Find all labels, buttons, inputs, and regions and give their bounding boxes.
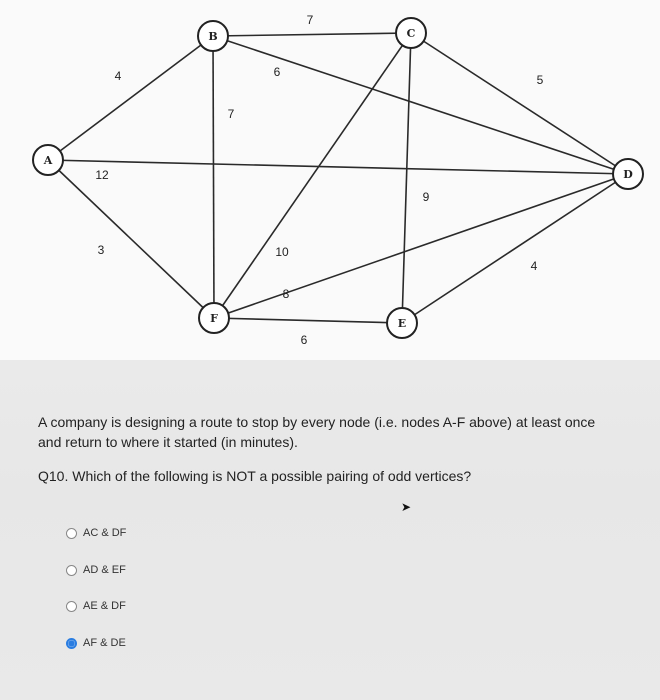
- node-C: [396, 18, 426, 48]
- edge-weight-AB: 4: [114, 69, 122, 83]
- edge-DE: [402, 174, 628, 323]
- option-4[interactable]: [66, 637, 126, 649]
- node-label: D: [623, 168, 633, 181]
- edge-weight-BC: 7: [306, 13, 314, 27]
- edge-weight-CD: 5: [536, 73, 544, 87]
- option-2[interactable]: [66, 564, 126, 576]
- edge-weight-BD: 6: [273, 65, 281, 79]
- radio-icon[interactable]: [66, 601, 77, 612]
- node-F: [199, 303, 229, 333]
- edge-FE: [214, 318, 402, 323]
- edge-CD: [411, 33, 628, 174]
- node-label: B: [208, 30, 218, 43]
- question-prompt: A company is designing a route to stop by every node (i.e. nodes A-F above) at least once and return to where it started (in minutes).: [38, 414, 596, 450]
- option-3[interactable]: [66, 600, 126, 612]
- node-A: [33, 145, 63, 175]
- node-B: [198, 21, 228, 51]
- edge-weight-AF: 3: [97, 243, 105, 257]
- node-label: E: [397, 317, 407, 330]
- edge-weight-CF: 10: [275, 245, 289, 259]
- edge-AF: [48, 160, 214, 318]
- radio-icon[interactable]: [66, 565, 77, 576]
- node-label: A: [43, 154, 53, 167]
- option-label: AC & DF: [83, 527, 127, 539]
- option-label: AF & DE: [83, 637, 126, 649]
- edge-AB: [48, 36, 213, 160]
- edge-weight-AD: 12: [95, 168, 109, 182]
- edge-BF: [213, 36, 214, 318]
- edge-CF: [214, 33, 411, 318]
- question-card: [18, 392, 633, 692]
- edge-weight-CE: 9: [422, 190, 430, 204]
- node-label: F: [210, 312, 218, 325]
- node-E: [387, 308, 417, 338]
- edge-weight-FE: 6: [300, 333, 308, 347]
- option-label: AD & EF: [83, 564, 126, 576]
- edge-BD: [213, 36, 628, 174]
- radio-selected-icon[interactable]: [66, 638, 77, 649]
- edge-weight-BF: 7: [227, 107, 235, 121]
- node-D: [613, 159, 643, 189]
- edge-weight-DE: 4: [530, 259, 538, 273]
- option-1[interactable]: [66, 527, 126, 539]
- question-text: Q10. Which of the following is NOT a possible pairing of odd vertices?: [38, 468, 472, 484]
- edge-BC: [213, 33, 411, 36]
- radio-icon[interactable]: [66, 528, 77, 539]
- edge-CE: [402, 33, 411, 323]
- edge-AD: [48, 160, 628, 174]
- node-label: C: [406, 27, 416, 40]
- mouse-cursor-icon: ➤: [401, 500, 412, 514]
- edge-weight-FD: 8: [282, 287, 290, 301]
- option-label: AE & DF: [83, 600, 126, 612]
